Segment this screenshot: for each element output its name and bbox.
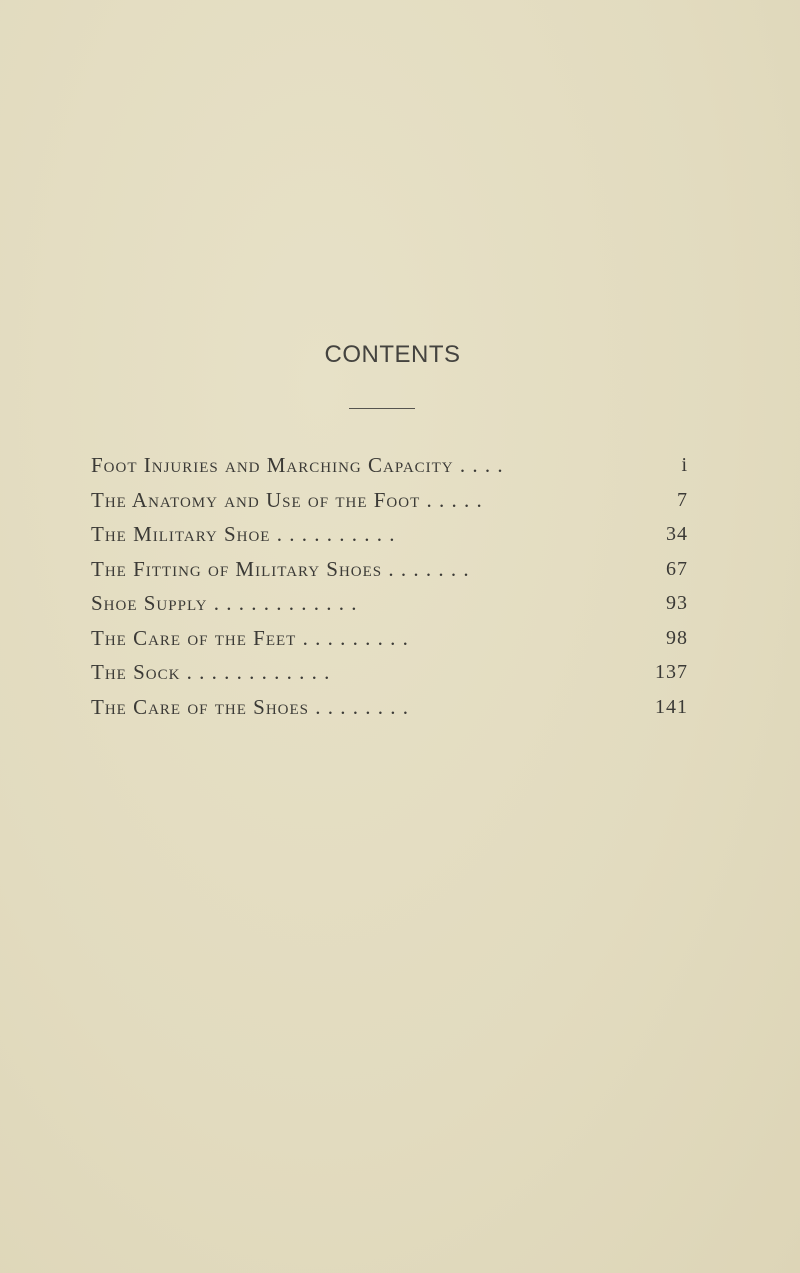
toc-entry-page: 141: [655, 695, 688, 718]
toc-entry-page: 137: [655, 661, 688, 683]
toc-entry-page: 67: [666, 557, 688, 580]
toc-entry-title: The Anatomy and Use of the Foot . . . . .: [91, 487, 483, 512]
toc-entry-page: i: [681, 454, 688, 476]
toc-entry-page: 34: [666, 523, 688, 545]
toc-entry-title: The Care of the Feet . . . . . . . . .: [91, 625, 409, 650]
toc-entry-title: The Military Shoe . . . . . . . . . .: [91, 522, 396, 546]
page-title: CONTENTS: [324, 341, 461, 368]
toc-entry-title: The Care of the Shoes . . . . . . . .: [91, 694, 410, 719]
toc-entry: [91, 517, 691, 552]
toc-entry-page: 93: [666, 592, 688, 614]
toc-entry-title: The Sock . . . . . . . . . . . .: [91, 660, 331, 684]
title-rule: [349, 408, 415, 409]
toc-entry: [91, 586, 691, 621]
table-of-contents: [91, 448, 691, 724]
toc-entry: [91, 552, 691, 587]
toc-entry-title: Foot Injuries and Marching Capacity . . . .: [91, 453, 504, 477]
toc-entry: [91, 448, 691, 483]
toc-entry-page: 98: [666, 626, 688, 649]
toc-entry: [91, 690, 691, 725]
toc-entry-page: 7: [677, 488, 688, 511]
toc-entry-title: Shoe Supply . . . . . . . . . . . .: [91, 591, 358, 615]
toc-entry-title: The Fitting of Military Shoes . . . . . . .: [91, 556, 470, 581]
toc-entry: [91, 483, 691, 518]
toc-entry: [91, 655, 691, 690]
toc-entry: [91, 621, 691, 656]
